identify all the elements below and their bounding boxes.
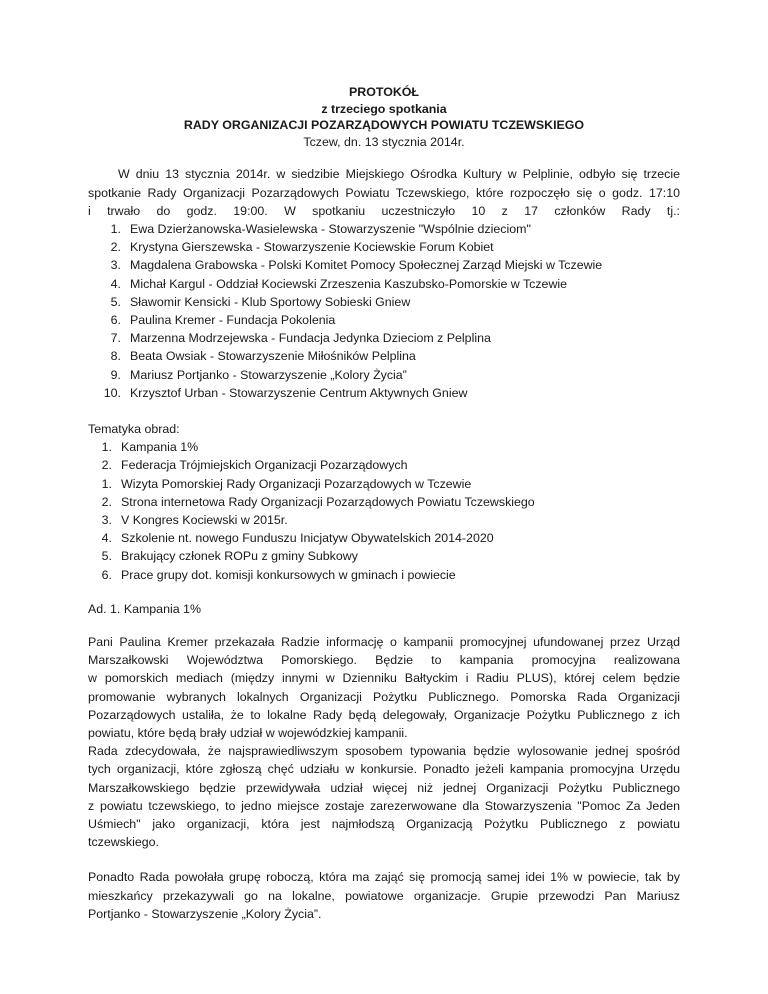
list-item: 10. Krzysztof Urban - Stowarzyszenie Centrum Aktywnych Gniew [103, 385, 468, 400]
text-line: mieszkańcy przekazywali go na lokalne, powiatowe organizacje. Grupie przewodzi Pan Mariusz [88, 888, 680, 903]
agenda-list [88, 438, 680, 584]
document-subtitle: z trzeciego spotkania [321, 101, 447, 116]
place-date: Tczew, dn. 13 stycznia 2014r. [303, 134, 465, 149]
text-line: Ponadto Rada powołała grupę roboczą, która ma zająć się promocją samej idei 1% w powiecie, tak by [88, 870, 680, 885]
list-item: 2. Federacja Trójmiejskich Organizacji Pozarządowych [101, 458, 408, 473]
text-line: Portjanko - Stowarzyszenie „Kolory Życia”. [88, 906, 322, 921]
document-header [88, 84, 680, 150]
text-line: Rada zdecydowała, że najsprawiedliwszym sposobem typowania będzie wylosowanie jednej spośród [88, 744, 680, 759]
text-line: Pozarządowych ustaliła, że to lokalne Rady będą delegowały, Organizacje Pożytku Publicznego z ich [88, 707, 680, 722]
list-item: 5. Sławomir Kensicki - Klub Sportowy Sobieski Gniew [110, 294, 411, 309]
document-title: PROTOKÓŁ [349, 85, 419, 99]
text-line: z powiatu tczewskiego, to jedno miejsce zostaje zarezerwowane dla Stowarzyszenia "Pomoc Za Jeden [88, 798, 680, 813]
paragraph-rada [88, 742, 680, 851]
text-line: Pani Paulina Kremer przekazała Radzie informację o kampanii promocyjnej ufundowanej przez Urząd [88, 635, 680, 650]
list-item: 2. Krystyna Gierszewska - Stowarzyszenie Kociewskie Forum Kobiet [110, 240, 494, 255]
list-item: 4. Michał Kargul - Oddział Kociewski Zrzeszenia Kaszubsko-Pomorskie w Tczewie [110, 276, 568, 291]
text-line: Marszałkowski Województwa Pomorskiego. Będzie to kampania promocyjna realizowana [88, 653, 680, 668]
list-item: 1. Ewa Dzierżanowska-Wasielewska - Stowarzyszenie "Wspólnie dzieciom" [110, 221, 531, 236]
section-heading-ad1: Ad. 1. Kampania 1% [88, 601, 201, 616]
list-item: 4. Szkolenie nt. nowego Funduszu Inicjatyw Obywatelskich 2014-2020 [101, 531, 494, 546]
list-item: 1. Kampania 1% [101, 440, 199, 455]
intro-line: i trwało do godz. 19:00. W spotkaniu uczestniczyło 10 z 17 członków Rady tj.: [88, 203, 680, 218]
text-line: promowanie wybranych lokalnych Organizacji Pożytku Publicznego. Pomorska Rada Organizacji [88, 689, 680, 704]
list-item: 6. Paulina Kremer - Fundacja Pokolenia [110, 313, 336, 327]
list-item: 5. Brakujący członek ROPu z gminy Subkowy [101, 549, 358, 564]
intro-paragraph [88, 165, 680, 220]
text-line: w pomorskich mediach (między innymi w Dzienniku Bałtyckim i Radiu PLUS), której celem będzie [88, 671, 680, 686]
list-item: 6. Prace grupy dot. komisji konkursowych w gminach i powiecie [101, 567, 456, 582]
text-line: Marszałkowskiego będzie przewidywała udział więcej niż jednej Organizacji Pożytku Publicznego [88, 780, 680, 795]
list-item: 3. V Kongres Kociewski w 2015r. [101, 513, 288, 528]
text-line: tych organizacji, które zgłoszą chęć udziału w konkursie. Ponadto jeżeli kampania promocyjna Urzędu [88, 762, 680, 777]
members-list [88, 220, 680, 402]
paragraph-kremer [88, 633, 680, 742]
list-item: 7. Marzenna Modrzejewska - Fundacja Jedynka Dzieciom z Pelplina [110, 331, 491, 346]
intro-line: spotkanie Rady Organizacji Pozarządowych Powiatu Tczewskiego, które rozpoczęło się o godz. 17:10 [88, 185, 680, 200]
list-item: 9. Mariusz Portjanko - Stowarzyszenie „Kolory Życia” [110, 367, 407, 382]
list-item: 8. Beata Owsiak - Stowarzyszenie Miłośników Pelplina [110, 349, 416, 364]
list-item: 1. Wizyta Pomorskiej Rady Organizacji Pozarządowych w Tczewie [101, 476, 472, 491]
text-line: Uśmiech" jako organizacji, która jest najmłodszą Organizacją Pożytku Publicznego z powiatu [88, 817, 680, 832]
paragraph-working-group [88, 868, 680, 923]
document-page [88, 84, 680, 923]
text-line: tczewskiego. [88, 835, 159, 850]
text-line: powiatu, które będą brały udział w wojewódzkiej kampanii. [88, 726, 408, 741]
list-item: 3. Magdalena Grabowska - Polski Komitet Pomocy Społecznej Zarząd Miejski w Tczewie [110, 258, 603, 273]
intro-line: W dniu 13 stycznia 2014r. w siedzibie Miejskiego Ośrodka Kultury w Pelplinie, odbyło się trzecie [118, 167, 680, 182]
topics-heading: Tematyka obrad: [88, 422, 180, 437]
list-item: 2. Strona internetowa Rady Organizacji Pozarządowych Powiatu Tczewskiego [101, 494, 535, 509]
organization-name: RADY ORGANIZACJI POZARZĄDOWYCH POWIATU TCZEWSKIEGO [183, 118, 585, 133]
